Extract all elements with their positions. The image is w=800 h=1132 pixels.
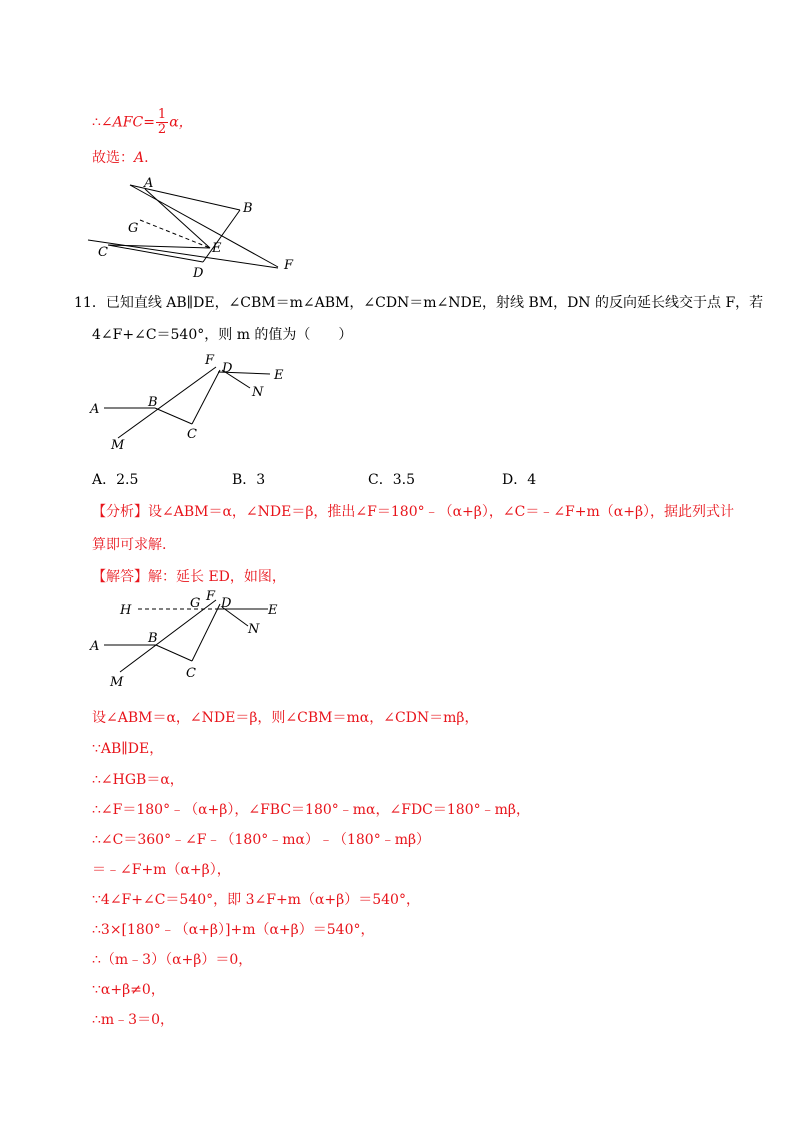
fig2-label-n: N [252, 385, 264, 400]
choose-prefix: 故选： [92, 150, 134, 166]
fig1-label-a: A [144, 176, 154, 191]
fig1-label-f: F [284, 258, 294, 273]
analysis-line-2: 算即可求解. [92, 537, 167, 553]
fig1-label-c: C [98, 245, 108, 260]
fig2-label-b: B [148, 395, 158, 410]
question-11-line-1: 11．已知直线 AB∥DE，∠CBM＝m∠ABM，∠CDN＝m∠NDE，射线 BM，DN 的反向延长线交于点 F，若 [74, 295, 764, 311]
fraction-denominator: 2 [157, 122, 167, 137]
solution-step: ∵α+β≠0， [92, 982, 165, 998]
equals-sign: = [143, 114, 155, 131]
fig2-label-a: A [90, 402, 100, 417]
fig3-label-f: F [206, 589, 216, 604]
fig2-label-e: E [274, 368, 284, 383]
alpha-tail: α， [169, 114, 193, 131]
solution-step: ∴m﹣3＝0， [92, 1012, 174, 1028]
solution-step: ∴∠HGB＝α， [92, 772, 184, 788]
analysis-line-1: 【分析】设∠ABM＝α，∠NDE＝β，推出∠F＝180°﹣（α+β），∠C＝﹣∠F+m（α+β），据此列式计 [92, 504, 735, 520]
solution-step: ∵4∠F+∠C＝540°，即 3∠F+m（α+β）＝540°， [92, 892, 420, 908]
solution-step: ∴（m﹣3）（α+β）＝0， [92, 952, 253, 968]
fig1-label-g: G [128, 221, 139, 236]
therefore-sign: ∴∠ [92, 114, 113, 131]
question-11-line-2: 4∠F+∠C＝540°，则 m 的值为（ ） [92, 327, 353, 343]
fig3-label-n: N [248, 622, 260, 637]
fig2-label-f: F [205, 353, 215, 368]
fig1-label-d: D [193, 266, 204, 281]
fig2-label-c: C [187, 427, 197, 442]
fraction-numerator: 1 [157, 107, 167, 122]
fig3-label-c: C [186, 666, 196, 681]
answer-header: 【解答】解：延长 ED，如图， [92, 569, 286, 585]
solution-step: ∴∠C＝360°﹣∠F﹣（180°﹣mα）﹣（180°﹣mβ） [92, 832, 431, 848]
fig3-label-d: D [221, 596, 232, 611]
choose-suffix: . [144, 150, 149, 166]
fig3-label-e: E [268, 603, 278, 618]
solution-step: ＝﹣∠F+m（α+β）， [92, 862, 231, 878]
option-b[interactable]: B．3 [232, 472, 266, 488]
option-c[interactable]: C．3.5 [368, 472, 415, 488]
fig3-label-m: M [110, 675, 124, 690]
fig3-label-b: B [148, 631, 158, 646]
solution-step: ∴∠F＝180°﹣（α+β），∠FBC＝180°﹣mα，∠FDC＝180°﹣mβ， [92, 802, 530, 818]
solution-step: 设∠ABM＝α，∠NDE＝β，则∠CBM＝mα，∠CDN＝mβ， [92, 710, 479, 726]
fig1-label-b: B [243, 201, 253, 216]
option-d[interactable]: D．4 [502, 472, 537, 488]
angle-afc-name: AFC [112, 114, 144, 131]
fig2-label-m: M [111, 438, 125, 453]
fig3-label-g: G [190, 596, 201, 611]
solution-step: ∵AB∥DE， [92, 741, 164, 757]
fig3-label-h: H [120, 603, 132, 618]
fig3-label-a: A [90, 639, 100, 654]
fig1-label-e: E [212, 241, 222, 256]
option-a[interactable]: A．2.5 [92, 472, 139, 488]
fig2-label-d: D [222, 361, 233, 376]
choose-letter: A [134, 150, 145, 166]
solution-step: ∴3×[180°﹣（α+β）]+m（α+β）＝540°， [92, 922, 375, 938]
